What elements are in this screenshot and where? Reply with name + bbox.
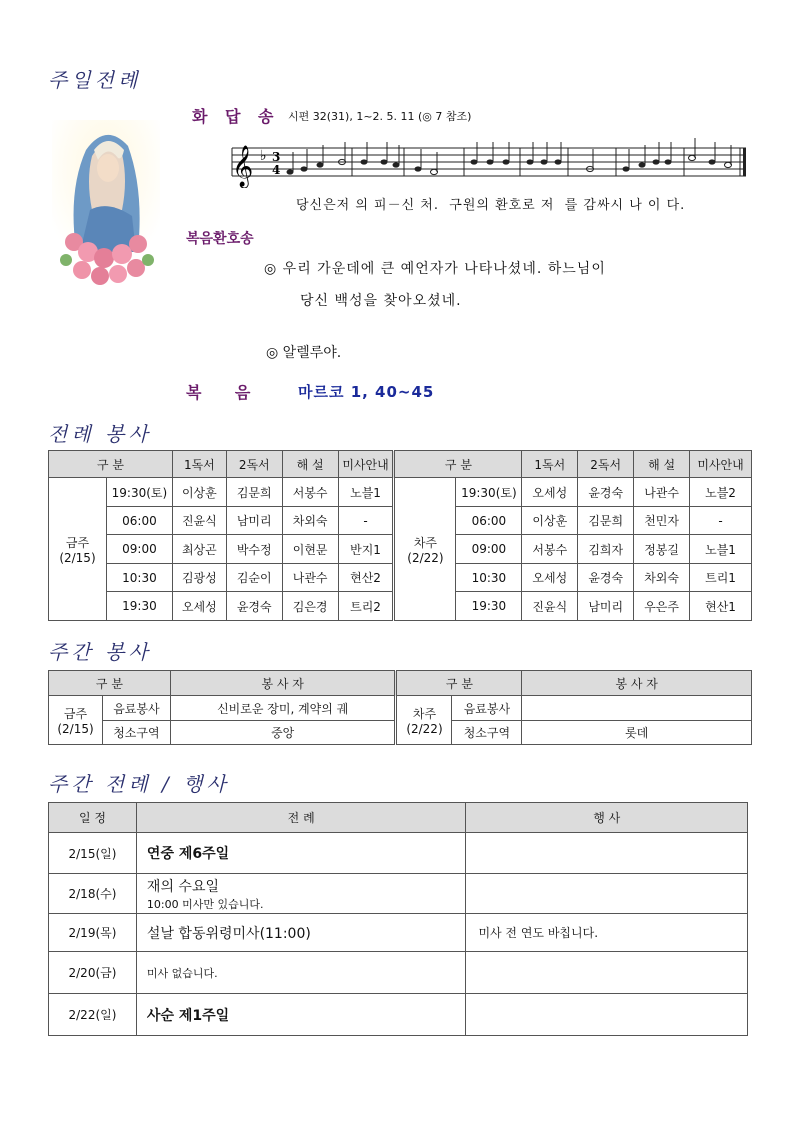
event-date: 2/20(금)	[49, 952, 137, 994]
reader-2: 김문희	[578, 507, 634, 535]
reader-2: 김순이	[226, 564, 282, 592]
svg-text:♭: ♭	[260, 148, 267, 164]
commentator: 서봉수	[282, 478, 338, 507]
this-week-label: 금주	[63, 706, 88, 721]
service-type: 음료봉사	[102, 696, 170, 721]
reader-2: 윤경숙	[578, 564, 634, 592]
reader-2: 윤경숙	[578, 478, 634, 507]
commentator: 차외숙	[634, 564, 690, 592]
commentator: 우은주	[634, 592, 690, 621]
music-staff	[228, 136, 752, 188]
event-cell	[466, 833, 748, 874]
liturgy-title: 재의 수요일	[146, 878, 219, 895]
reader-1: 진윤식	[522, 592, 578, 621]
header-category: 구 분	[394, 451, 522, 478]
mass-guide: 반지1	[338, 535, 394, 564]
next-week-cell	[394, 478, 456, 621]
event-date: 2/22(일)	[49, 994, 137, 1036]
service-volunteer: 롯데	[522, 721, 752, 745]
mass-guide: 현산2	[338, 564, 394, 592]
header-liturgy: 전 례	[136, 803, 466, 833]
reader-1: 최상곤	[172, 535, 226, 564]
svg-text:4: 4	[272, 163, 281, 177]
weekly-service-table	[48, 670, 752, 745]
commentator: 차외숙	[282, 507, 338, 535]
mass-guide: -	[338, 507, 394, 535]
mass-guide: 트리2	[338, 592, 394, 621]
mass-guide: 현산1	[690, 592, 752, 621]
mass-time: 10:30	[456, 564, 522, 592]
reader-2: 윤경숙	[226, 592, 282, 621]
mass-guide: 노블1	[338, 478, 394, 507]
liturgy-note: 미사 없습니다.	[146, 966, 218, 980]
reader-2: 김문희	[226, 478, 282, 507]
service-type: 청소구역	[102, 721, 170, 745]
liturgy-cell	[136, 952, 466, 994]
service-volunteer: 신비로운 장미, 계약의 궤	[170, 696, 396, 721]
mass-time: 09:00	[106, 535, 172, 564]
mass-time: 19:30(토)	[106, 478, 172, 507]
header-commentary: 해 설	[634, 451, 690, 478]
next-week-label: 차주	[413, 535, 438, 550]
service-type: 청소구역	[452, 721, 522, 745]
header-reading-1: 1독서	[172, 451, 226, 478]
event-date: 2/19(목)	[49, 914, 137, 952]
header-reading-2: 2독서	[226, 451, 282, 478]
mass-guide: 노블2	[690, 478, 752, 507]
commentator: 정봉길	[634, 535, 690, 564]
reader-1: 김광성	[172, 564, 226, 592]
commentator: 천민자	[634, 507, 690, 535]
liturgy-cell	[136, 914, 466, 952]
reader-2: 김희자	[578, 535, 634, 564]
psalm-label: 화 답 송	[192, 107, 280, 126]
header-events: 행 사	[466, 803, 748, 833]
gospel-label: 복 음	[186, 383, 251, 402]
mass-guide: -	[690, 507, 752, 535]
reader-1: 진윤식	[172, 507, 226, 535]
reader-1: 서봉수	[522, 535, 578, 564]
mass-time: 06:00	[106, 507, 172, 535]
alleluia-text: ◎ 알렐루야.	[266, 345, 342, 361]
header-reading-1: 1독서	[522, 451, 578, 478]
svg-text:𝄞: 𝄞	[232, 146, 254, 187]
commentator: 이현문	[282, 535, 338, 564]
header-commentary: 해 설	[282, 451, 338, 478]
liturgy-note: 10:00 미사만 있습니다.	[146, 897, 264, 911]
virgin-mary-illustration	[52, 120, 160, 288]
liturgy-cell	[136, 994, 466, 1036]
reader-2: 남미리	[226, 507, 282, 535]
liturgy-service-table	[48, 450, 752, 621]
header-reading-2: 2독서	[578, 451, 634, 478]
liturgy-cell	[136, 833, 466, 874]
reader-1: 이상훈	[172, 478, 226, 507]
next-week-cell	[396, 696, 452, 745]
mass-time: 09:00	[456, 535, 522, 564]
mass-time: 06:00	[456, 507, 522, 535]
header-volunteers: 봉 사 자	[522, 671, 752, 696]
liturgy-title: 사순 제1주일	[146, 1007, 230, 1024]
event-date: 2/18(수)	[49, 874, 137, 914]
header-mass-guide: 미사안내	[690, 451, 752, 478]
reader-1: 이상훈	[522, 507, 578, 535]
event-cell	[466, 952, 748, 994]
this-week-date: (2/15)	[57, 721, 94, 736]
acclamation-line-1: ◎ 우리 가운데에 큰 예언자가 나타나셨네. 하느님이	[264, 261, 606, 277]
service-type: 음료봉사	[452, 696, 522, 721]
section-title-liturgy-service: 전례 봉사	[48, 422, 152, 446]
event-cell: 미사 전 연도 바칩니다.	[466, 914, 748, 952]
event-cell	[466, 994, 748, 1036]
this-week-cell	[49, 696, 103, 745]
mass-guide: 노블1	[690, 535, 752, 564]
psalm-reference: 시편 32(31), 1~2. 5. 11 (◎ 7 참조)	[288, 110, 472, 123]
header-mass-guide: 미사안내	[338, 451, 394, 478]
weekly-events-table	[48, 802, 748, 1036]
service-volunteer: 중앙	[170, 721, 396, 745]
reader-2: 남미리	[578, 592, 634, 621]
gospel-acclamation-label: 복음환호송	[186, 231, 254, 247]
reader-1: 오세성	[522, 564, 578, 592]
mass-time: 19:30	[106, 592, 172, 621]
service-volunteer	[522, 696, 752, 721]
mass-time: 19:30	[456, 592, 522, 621]
liturgy-title: 설날 합동위령미사(11:00)	[146, 925, 311, 942]
commentator: 나관수	[634, 478, 690, 507]
event-cell	[466, 874, 748, 914]
reader-1: 오세성	[172, 592, 226, 621]
mass-time: 10:30	[106, 564, 172, 592]
next-week-date: (2/22)	[406, 721, 443, 736]
this-week-date: (2/15)	[59, 550, 96, 565]
header-category: 구 분	[396, 671, 522, 696]
next-week-label: 차주	[412, 706, 437, 721]
event-date: 2/15(일)	[49, 833, 137, 874]
commentator: 나관수	[282, 564, 338, 592]
mass-time: 19:30(토)	[456, 478, 522, 507]
liturgy-cell	[136, 874, 466, 914]
header-category: 구 분	[49, 451, 173, 478]
reader-2: 박수정	[226, 535, 282, 564]
header-schedule: 일 정	[49, 803, 137, 833]
this-week-cell	[49, 478, 107, 621]
header-category: 구 분	[49, 671, 171, 696]
reader-1: 오세성	[522, 478, 578, 507]
gospel-reference: 마르코 1, 40~45	[298, 383, 435, 401]
next-week-date: (2/22)	[407, 550, 444, 565]
svg-text:3: 3	[272, 150, 281, 164]
section-title-sunday-liturgy: 주일전례	[48, 68, 142, 92]
section-title-weekly-events: 주간 전례 / 행사	[48, 772, 230, 796]
commentator: 김은경	[282, 592, 338, 621]
mass-guide: 트리1	[690, 564, 752, 592]
psalm-lyrics: 당신은저 의 피－신 처. 구원의 환호로 저 를 감싸시 나 이 다.	[296, 198, 686, 213]
header-volunteers: 봉 사 자	[170, 671, 396, 696]
liturgy-title: 연중 제6주일	[146, 846, 230, 862]
acclamation-line-2: 당신 백성을 찾아오셨네.	[300, 293, 462, 309]
section-title-weekly-service: 주간 봉사	[48, 640, 152, 664]
this-week-label: 금주	[65, 535, 90, 550]
